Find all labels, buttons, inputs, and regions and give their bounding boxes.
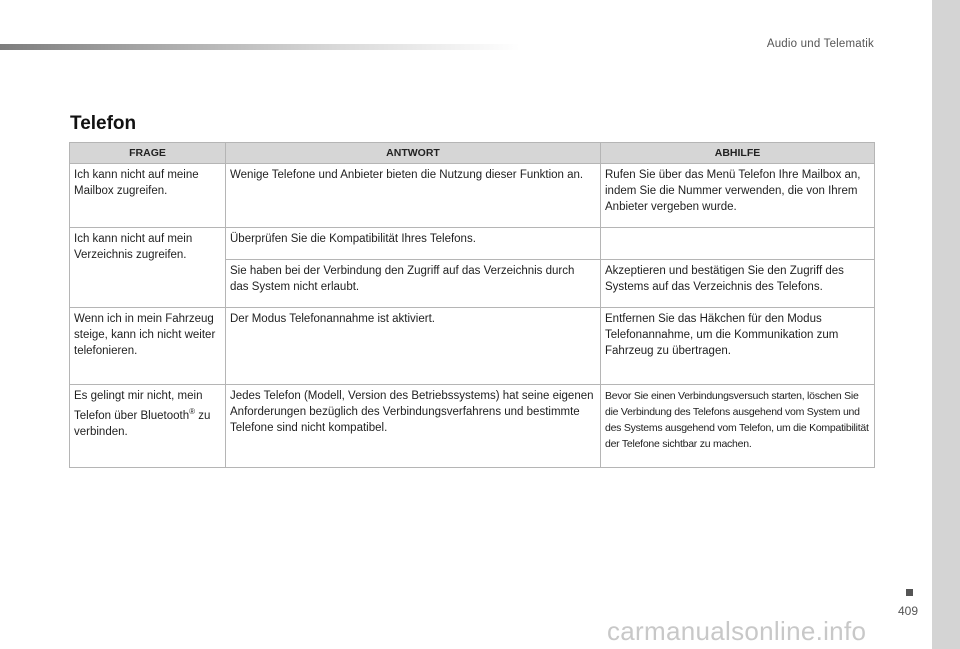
- antwort-cell: Überprüfen Sie die Kompatibilität Ihres Telefons.: [226, 228, 601, 260]
- page-number: 409: [898, 604, 919, 618]
- frage-cell: Ich kann nicht auf mein Verzeichnis zugreifen.: [70, 228, 226, 308]
- frage-text-part: Es gelingt mir nicht, mein Telefon über Bluetooth: [74, 390, 203, 422]
- continue-marker-icon: [906, 589, 913, 596]
- abhilfe-cell: Akzeptieren und bestätigen Sie den Zugriff des Systems auf das Verzeichnis des Telefons.: [601, 260, 875, 308]
- abhilfe-cell-empty: [601, 228, 875, 260]
- column-header-frage: FRAGE: [70, 143, 226, 164]
- table-row: [70, 385, 875, 468]
- registered-mark: ®: [189, 407, 195, 416]
- table-row: [70, 164, 875, 228]
- header-gradient-rule: [0, 44, 520, 50]
- column-header-antwort: ANTWORT: [226, 143, 601, 164]
- right-margin-band: [932, 0, 960, 649]
- frage-text-part: zu verbinden.: [74, 409, 211, 438]
- watermark: carmanualsonline.info: [607, 616, 867, 646]
- frage-cell: Ich kann nicht auf meine Mailbox zugreifen.: [70, 164, 226, 228]
- table-row: [70, 228, 875, 260]
- table-header-row: [70, 143, 875, 164]
- abhilfe-cell: Rufen Sie über das Menü Telefon Ihre Mailbox an, indem Sie die Nummer verwenden, die von Ihrem Anbieter vergeben wurde.: [601, 164, 875, 228]
- antwort-cell: Wenige Telefone und Anbieter bieten die Nutzung dieser Funktion an.: [226, 164, 601, 228]
- frage-cell: [70, 385, 226, 468]
- page-title: Telefon: [70, 113, 137, 134]
- antwort-cell: Der Modus Telefonannahme ist aktiviert.: [226, 308, 601, 385]
- table-row: [70, 308, 875, 385]
- troubleshooting-table: [69, 142, 875, 468]
- abhilfe-cell: Entfernen Sie das Häkchen für den Modus Telefonannahme, um die Kommunikation zum Fahrzeug zu übertragen.: [601, 308, 875, 385]
- section-header: Audio und Telematik: [766, 38, 874, 50]
- antwort-cell: Jedes Telefon (Modell, Version des Betriebssystems) hat seine eigenen Anforderungen bezüglich des Verbindungsverfahrens und bestimmte Telefone sind nicht kompatibel.: [226, 385, 601, 468]
- frage-cell: Wenn ich in mein Fahrzeug steige, kann ich nicht weiter telefonieren.: [70, 308, 226, 385]
- antwort-cell: Sie haben bei der Verbindung den Zugriff auf das Verzeichnis durch das System nicht erlaubt.: [226, 260, 601, 308]
- column-header-abhilfe: ABHILFE: [601, 143, 875, 164]
- abhilfe-cell: Bevor Sie einen Verbindungsversuch starten, löschen Sie die Verbindung des Telefons ausgehend vom System und des Systems ausgehend vom Telefon, um die Kompatibilität der Telefone sichtbar zu machen.: [601, 385, 875, 468]
